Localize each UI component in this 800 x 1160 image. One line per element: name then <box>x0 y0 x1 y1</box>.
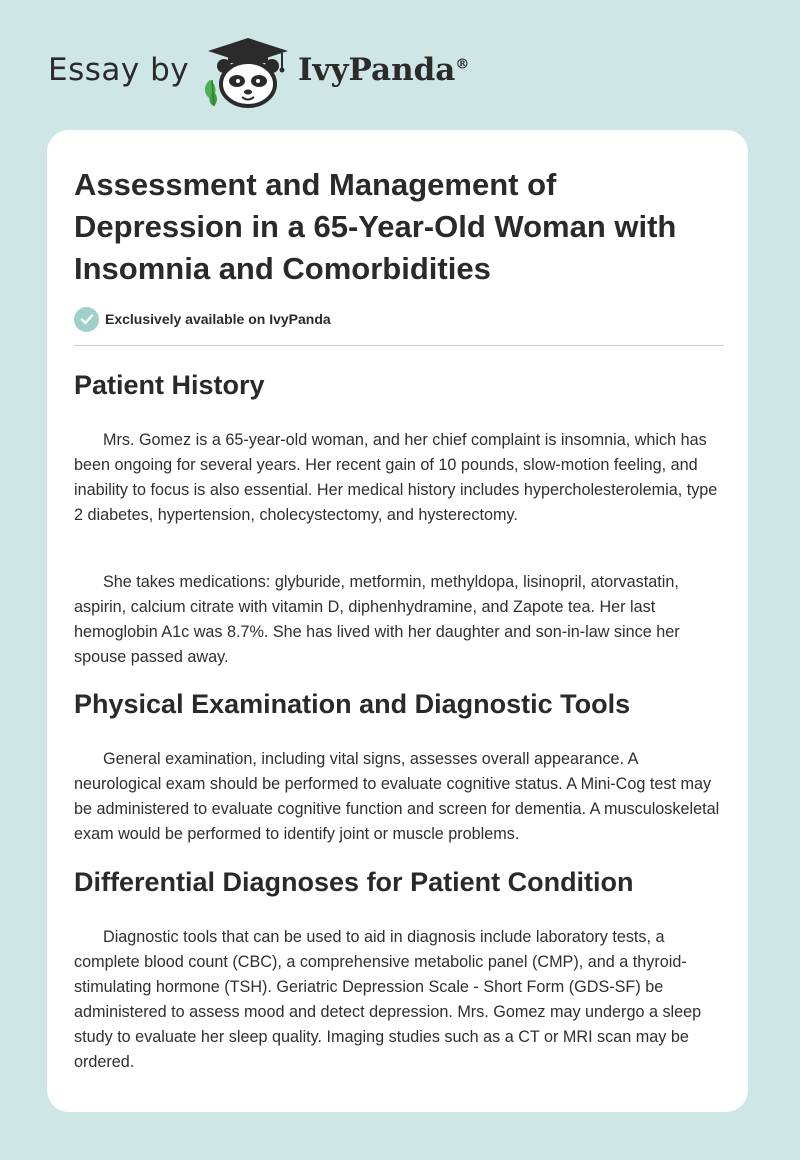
ivy-leaf-icon <box>205 80 217 106</box>
article-title: Assessment and Management of Depression in a 65-Year-Old Woman with Insomnia and Comorbidities <box>74 167 677 286</box>
paragraph: She takes medications: glyburide, metformin, methyldopa, lisinopril, atorvastatin, aspirin, calcium citrate with vitamin D, diphenhydramine, and Zapote tea. Her last hemoglobin A1c was 8.7%. She has lived with her daughter and son-in-law since her spouse passed away. <box>74 573 680 666</box>
check-circle-icon <box>74 307 99 332</box>
exclusive-label: Exclusively available on IvyPanda <box>105 311 331 327</box>
brand-name[interactable]: IvyPanda® <box>298 52 470 88</box>
paragraph: Mrs. Gomez is a 65-year-old woman, and her chief complaint is insomnia, which has been ongoing for several years. Her recent gain of 10 pounds, slow-motion feeling, and inability to focus is also essential. Her medical history includes hypercholesterolemia, type 2 diabetes, hypertension, cholecystectomy, and hysterectomy. <box>74 431 718 524</box>
essay-by-label: Essay by <box>48 52 190 88</box>
divider <box>74 345 724 346</box>
section-heading: Physical Examination and Diagnostic Tools <box>74 689 631 719</box>
paragraph: Diagnostic tools that can be used to aid in diagnosis include laboratory tests, a complete blood count (CBC), a comprehensive metabolic panel (CMP), and a thyroid-stimulating hormone (TSH). Geriatric Depression Scale - Short Form (GDS-SF) be administered to assess mood and detect depression. Mrs. Gomez may undergo a sleep study to evaluate her sleep quality. Imaging studies such as a CT or MRI scan may be ordered. <box>74 928 702 1071</box>
paragraph: General examination, including vital signs, assesses overall appearance. A neurological exam should be performed to evaluate cognitive status. A Mini-Cog test may be administered to evaluate cognitive function and screen for dementia. A musculoskeletal exam would be performed to identify joint or muscle problems. <box>74 750 720 843</box>
section-heading: Differential Diagnoses for Patient Condition <box>74 867 634 897</box>
panda-graduate-icon[interactable] <box>202 34 294 108</box>
article-card <box>47 130 748 1112</box>
site-header <box>48 34 508 106</box>
exclusive-badge <box>74 306 331 332</box>
section-heading: Patient History <box>74 370 265 400</box>
